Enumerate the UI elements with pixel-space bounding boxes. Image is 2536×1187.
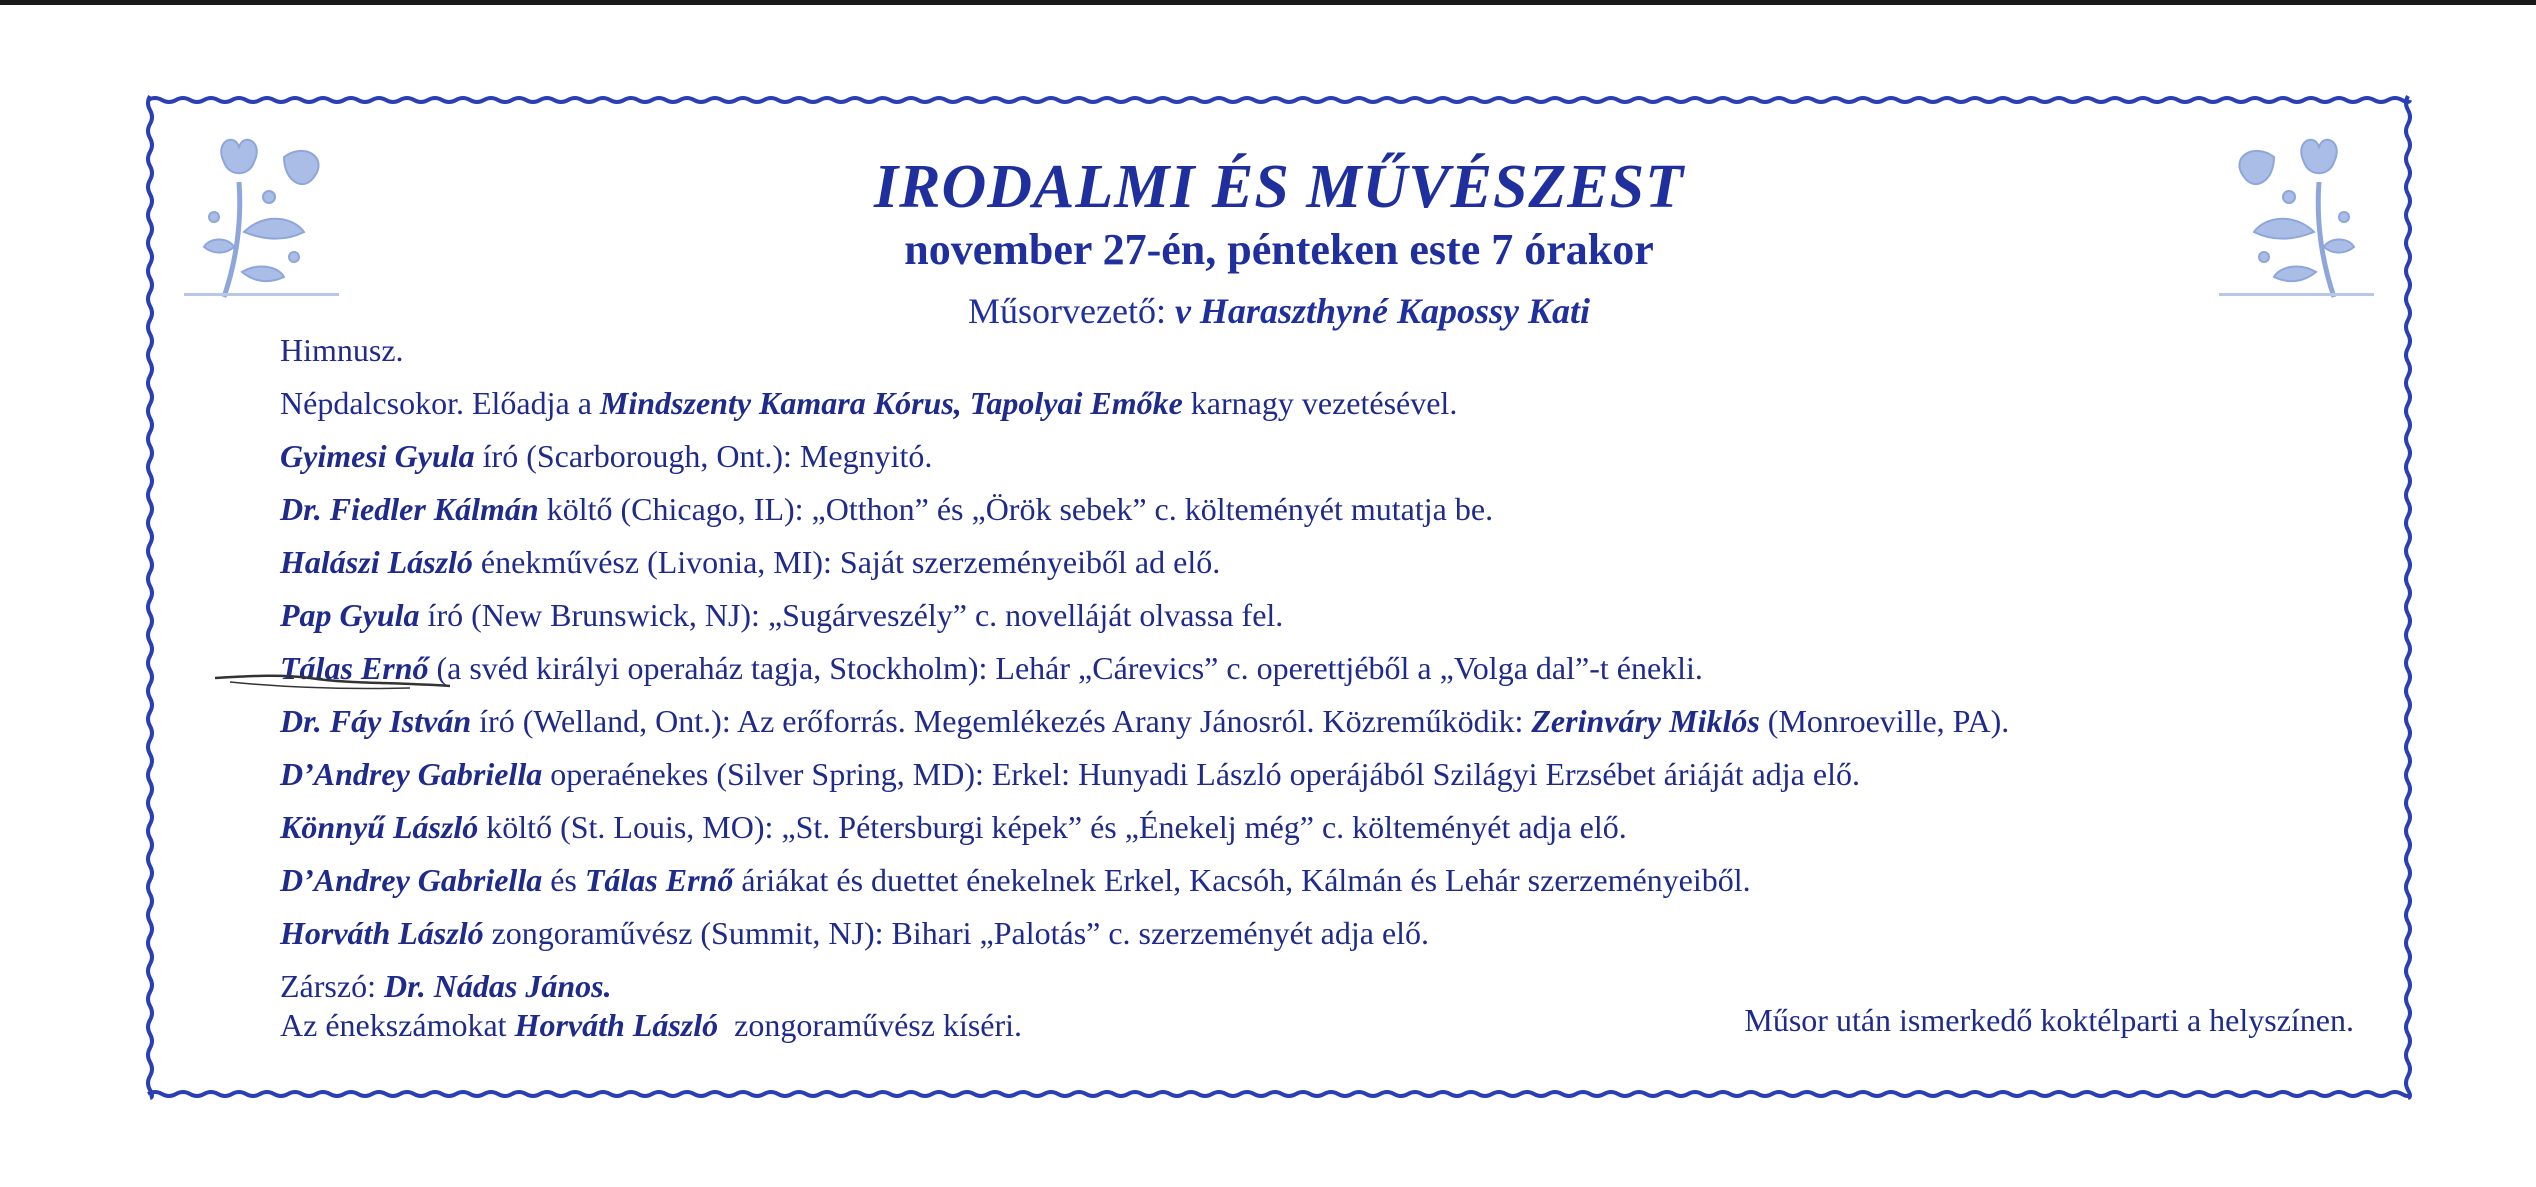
program-item — [280, 430, 2380, 483]
program-item-text: operaénekes (Silver Spring, MD): Erkel: Hunyadi László operájából Szilágyi Erzsébet áriáját adja elő. — [542, 756, 1860, 792]
performer-name: Tálas Ernő — [584, 862, 734, 898]
program-item-intro: Népdalcsokor. Előadja a — [280, 385, 600, 421]
performer-name: Dr. Nádas János. — [383, 968, 612, 1004]
program-item — [280, 801, 2380, 854]
program-item-text: karnagy vezetésével. — [1182, 385, 1458, 421]
footer-left-name: Horváth László — [514, 1007, 719, 1043]
footer-reception: Műsor után ismerkedő koktélparti a helyszínen. — [1744, 1002, 2354, 1038]
program-item-intro: Zárszó: — [280, 968, 384, 1004]
performer-name: Halászi László — [280, 544, 473, 580]
program-item-text: író (Scarborough, Ont.): Megnyitó. — [474, 438, 933, 474]
program-item — [280, 907, 2380, 960]
program-item — [280, 642, 2380, 695]
program-item-text: költő (St. Louis, MO): „St. Pétersburgi képek” és „Énekelj még” c. költeményét adja elő. — [478, 809, 1627, 845]
program-item — [280, 483, 2380, 536]
pen-underline-mark — [210, 668, 460, 708]
performer-name: Tálas Ernő — [280, 650, 429, 686]
invitation-card — [144, 92, 2414, 1102]
host-name: v Haraszthyné Kapossy Kati — [1174, 291, 1590, 331]
performer-name: Pap Gyula — [280, 597, 420, 633]
program-item-text: és — [542, 862, 585, 898]
program-item-text: énekművész (Livonia, MI): Saját szerzeményeiből ad elő. — [472, 544, 1221, 580]
program-item-text: költő (Chicago, IL): „Otthon” és „Örök sebek” c. költeményét mutatja be. — [538, 491, 1494, 527]
program-item — [280, 324, 2380, 377]
performer-name: Dr. Fáy István — [280, 703, 472, 739]
program-item — [280, 589, 2380, 642]
program-list — [280, 324, 2380, 1013]
program-item-text: író (New Brunswick, NJ): „Sugárveszély” c. novelláját olvassa fel. — [419, 597, 1284, 633]
host-label: Műsorvezető: — [968, 291, 1166, 331]
program-item-text: Himnusz. — [280, 332, 404, 368]
program-item-text: áriákat és duettet énekelnek Erkel, Kacsóh, Kálmán és Lehár szerzeményeiből. — [733, 862, 1751, 898]
border-top — [148, 98, 2410, 102]
footer-accompaniment — [280, 1007, 1022, 1044]
program-item — [280, 536, 2380, 589]
program-item-text: zongoraművész (Summit, NJ): Bihari „Palotás” c. szerzeményét adja elő. — [483, 915, 1430, 951]
top-rule — [0, 0, 2536, 5]
performer-name: D’Andrey Gabriella — [280, 756, 543, 792]
border-bottom — [148, 1092, 2410, 1096]
footer-left-post: zongoraművész kíséri. — [718, 1007, 1023, 1043]
performer-name: Zerinváry Miklós — [1531, 703, 1760, 739]
performer-name: Mindszenty Kamara Kórus, Tapolyai Emőke — [599, 385, 1183, 421]
event-date: november 27-én, pénteken este 7 órakor — [904, 225, 1654, 274]
program-item — [280, 748, 2380, 801]
performer-name: D’Andrey Gabriella — [280, 862, 543, 898]
program-item-text: író (Welland, Ont.): Az erőforrás. Megemlékezés Arany Jánosról. Közreműködik: — [471, 703, 1532, 739]
performer-name: Dr. Fiedler Kálmán — [280, 491, 539, 527]
program-item — [280, 377, 2380, 430]
performer-name: Gyimesi Gyula — [280, 438, 475, 474]
performer-name: Könnyű László — [280, 809, 479, 845]
program-item-text: (Monroeville, PA). — [1759, 703, 2010, 739]
program-item — [280, 854, 2380, 907]
footer-left-pre: Az énekszámokat — [280, 1007, 515, 1043]
event-title: IRODALMI ÉS MŰVÉSZEST — [873, 153, 1685, 221]
performer-name: Horváth László — [280, 915, 484, 951]
program-item-text: (a svéd királyi operaház tagja, Stockholm): Lehár „Cárevics” c. operettjéből a „Volga dal”-t énekli. — [428, 650, 1703, 686]
program-item — [280, 695, 2380, 748]
